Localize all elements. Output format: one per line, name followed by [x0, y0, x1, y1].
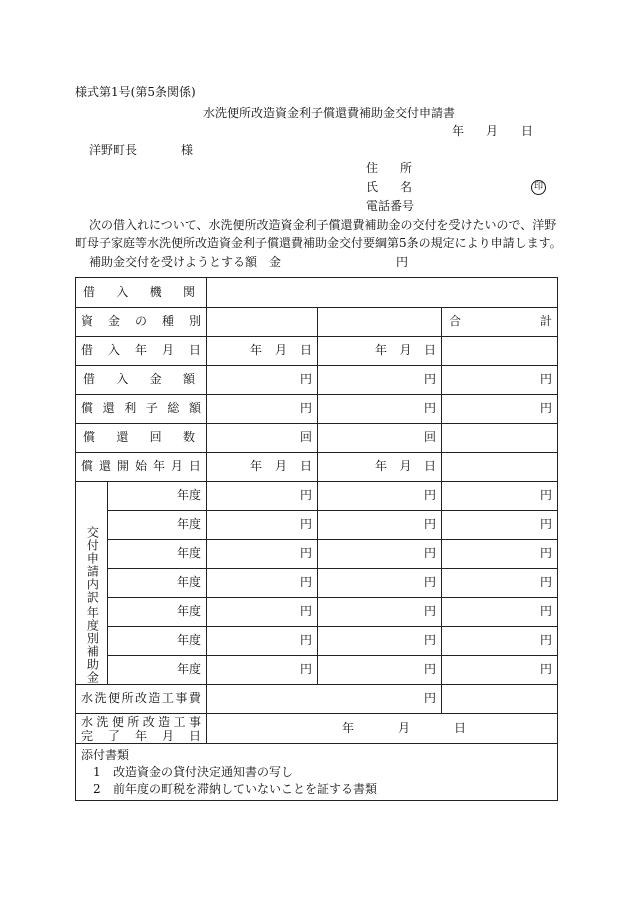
annual-value-2[interactable]: 円 — [318, 482, 442, 511]
repay-count-value-2[interactable]: 回 — [318, 424, 442, 453]
loan-date-value-1[interactable]: 年 月 日 — [207, 337, 318, 366]
loan-date-label: 借 入 年 月 日 — [76, 337, 207, 366]
fiscal-year-label[interactable]: 年度 — [108, 598, 207, 627]
completion-date-label: 水 洗 便 所 改 造 工 事 完 了 年 月 日 — [76, 714, 207, 744]
fiscal-year-label[interactable]: 年度 — [108, 511, 207, 540]
construction-cost-blank — [442, 685, 558, 714]
annual-total[interactable]: 円 — [442, 598, 558, 627]
annual-total[interactable]: 円 — [442, 627, 558, 656]
loan-date-value-2[interactable]: 年 月 日 — [318, 337, 442, 366]
application-table — [75, 277, 558, 801]
row-repay-count — [76, 424, 558, 453]
loan-date-total — [442, 337, 558, 366]
loan-amount-value-2[interactable]: 円 — [318, 366, 442, 395]
annual-row — [76, 598, 558, 627]
fiscal-year-label[interactable]: 年度 — [108, 482, 207, 511]
annual-value-1[interactable]: 円 — [207, 627, 318, 656]
annual-total[interactable]: 円 — [442, 511, 558, 540]
form-number: 様式第1号(第5条関係) — [75, 85, 196, 99]
annual-value-2[interactable]: 円 — [318, 540, 442, 569]
interest-total-total[interactable]: 円 — [442, 395, 558, 424]
row-construction-cost — [76, 685, 558, 714]
construction-cost-label: 水 洗 便 所 改 造 工 事 費 — [76, 685, 207, 714]
total-header: 合 計 — [442, 308, 558, 337]
attachment-item: 1 改造資金の貸付決定通知書の写し — [93, 765, 294, 779]
seal-mark: 印 — [531, 179, 546, 195]
body-text-line1: 次の借入れについて、水洗便所改造資金利子償還費補助金の交付を受けたいので、洋野 — [89, 218, 557, 232]
repay-count-value-1[interactable]: 回 — [207, 424, 318, 453]
annual-row — [76, 511, 558, 540]
interest-total-value-2[interactable]: 円 — [318, 395, 442, 424]
row-loan-amount — [76, 366, 558, 395]
completion-date-value[interactable]: 年 月 日 — [207, 714, 558, 744]
annual-row — [76, 569, 558, 598]
fund-type-value-2[interactable] — [318, 308, 442, 337]
loan-amount-label: 借 入 金 額 — [76, 366, 207, 395]
row-fund-type — [76, 308, 558, 337]
annual-value-2[interactable]: 円 — [318, 656, 442, 685]
annual-total[interactable]: 円 — [442, 569, 558, 598]
interest-total-label: 償 還 利 子 総 額 — [76, 395, 207, 424]
annual-total[interactable]: 円 — [442, 482, 558, 511]
annual-value-2[interactable]: 円 — [318, 511, 442, 540]
interest-total-value-1[interactable]: 円 — [207, 395, 318, 424]
annual-value-1[interactable]: 円 — [207, 598, 318, 627]
loan-amount-value-1[interactable]: 円 — [207, 366, 318, 395]
lender-value[interactable] — [207, 278, 558, 308]
annual-value-2[interactable]: 円 — [318, 569, 442, 598]
annual-value-1[interactable]: 円 — [207, 569, 318, 598]
annual-row — [76, 540, 558, 569]
fiscal-year-label[interactable]: 年度 — [108, 627, 207, 656]
row-completion-date — [76, 714, 558, 744]
fund-type-label: 資 金 の 種 別 — [76, 308, 207, 337]
row-repay-start — [76, 453, 558, 482]
annual-row — [76, 656, 558, 685]
annual-row — [76, 627, 558, 656]
repay-count-total — [442, 424, 558, 453]
addressee-honorific: 様 — [181, 143, 194, 157]
fiscal-year-label[interactable]: 年度 — [108, 656, 207, 685]
attachments-cell — [76, 744, 558, 801]
requested-amount-label: 補助金交付を受けようとする額 金 — [89, 255, 282, 269]
annual-row — [76, 482, 558, 511]
fund-type-value-1[interactable] — [207, 308, 318, 337]
fiscal-year-label[interactable]: 年度 — [108, 569, 207, 598]
row-lender — [76, 278, 558, 308]
addressee-name: 洋野町長 — [89, 143, 138, 157]
lender-label: 借 入 機 関 — [76, 278, 207, 308]
annual-value-2[interactable]: 円 — [318, 598, 442, 627]
row-interest-total — [76, 395, 558, 424]
applicant-phone-label: 電話番号 — [366, 199, 415, 213]
attachment-item: 2 前年度の町税を滞納していないことを証する書類 — [93, 782, 378, 796]
repay-start-label: 償 還 開 始 年 月 日 — [76, 453, 207, 482]
requested-amount-unit: 円 — [396, 255, 409, 269]
annual-total[interactable]: 円 — [442, 656, 558, 685]
form-title: 水洗便所改造資金利子償還費補助金交付申請書 — [203, 106, 456, 120]
annual-value-1[interactable]: 円 — [207, 511, 318, 540]
construction-cost-value[interactable]: 円 — [207, 685, 442, 714]
row-loan-date — [76, 337, 558, 366]
repay-count-label: 償 還 回 数 — [76, 424, 207, 453]
body-text-line2: 町母子家庭等水洗便所改造資金利子償還費補助金交付要綱第5条の規定により申請します。 — [75, 236, 562, 250]
annual-total[interactable]: 円 — [442, 540, 558, 569]
annual-value-1[interactable]: 円 — [207, 656, 318, 685]
annual-value-2[interactable]: 円 — [318, 627, 442, 656]
attachments-title: 添付書類 — [81, 748, 130, 762]
loan-amount-total[interactable]: 円 — [442, 366, 558, 395]
row-attachments — [76, 744, 558, 801]
annual-subsidy-label: 年度別補助金 交付申請内訳 — [76, 482, 108, 685]
repay-start-value-2[interactable]: 年 月 日 — [318, 453, 442, 482]
annual-value-1[interactable]: 円 — [207, 540, 318, 569]
annual-value-1[interactable]: 円 — [207, 482, 318, 511]
repay-start-value-1[interactable]: 年 月 日 — [207, 453, 318, 482]
repay-start-total — [442, 453, 558, 482]
fiscal-year-label[interactable]: 年度 — [108, 540, 207, 569]
